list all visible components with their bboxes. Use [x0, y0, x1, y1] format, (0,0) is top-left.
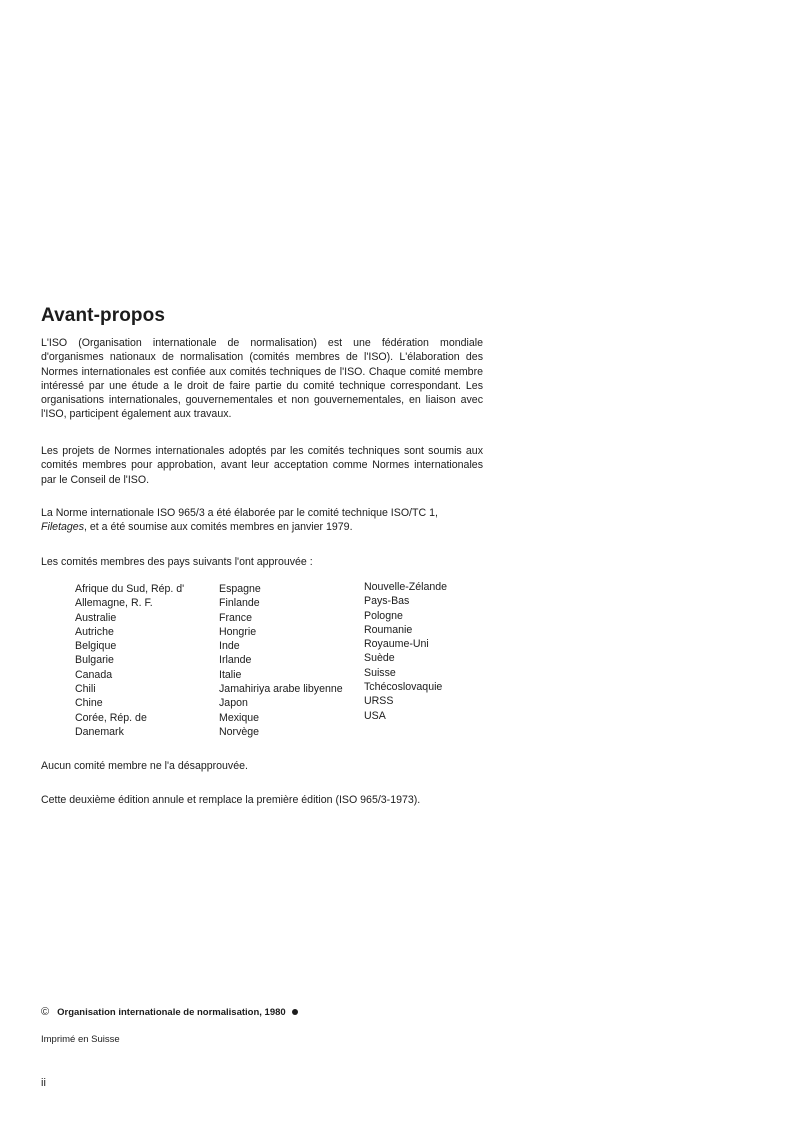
- paragraph-draft-standards: Les projets de Normes internationales adoptés par les comités techniques sont soumis aux comités membres pour approbation, avant leur acceptation comme Normes internationales par le Conseil de l'ISO.: [41, 445, 483, 486]
- country-item: Australie: [75, 611, 117, 624]
- country-item: Mexique: [219, 711, 260, 724]
- country-item: Hongrie: [219, 625, 257, 638]
- country-item: France: [219, 611, 252, 624]
- country-item: Canada: [75, 668, 113, 681]
- countries-column-1: [75, 582, 184, 739]
- country-item: Inde: [219, 640, 240, 653]
- countries-column-2: [219, 582, 343, 739]
- paragraph-standard-origin-text-a: La Norme internationale ISO 965/3 a été élaborée par le comité technique ISO/TC 1,: [41, 507, 438, 519]
- country-item: Belgique: [75, 640, 117, 653]
- printed-in: Imprimé en Suisse: [41, 1034, 120, 1045]
- paragraph-standard-origin-text-b: , et a été soumise aux comités membres en janvier 1979.: [84, 521, 353, 534]
- country-item: Tchécoslovaquie: [364, 681, 443, 694]
- paragraph-standard-origin: [41, 506, 483, 535]
- copyright-line: [41, 1006, 298, 1018]
- country-item: Allemagne, R. F.: [75, 597, 153, 610]
- country-item: URSS: [364, 695, 394, 708]
- paragraph-no-disapproval: Aucun comité membre ne l'a désapprouvée.: [41, 760, 248, 772]
- country-item: Danemark: [75, 725, 124, 738]
- country-item: Roumanie: [364, 623, 413, 636]
- country-item: Nouvelle-Zélande: [364, 581, 448, 593]
- country-item: Autriche: [75, 625, 114, 638]
- country-item: Pologne: [364, 609, 403, 622]
- copyright-symbol: ©: [41, 1006, 50, 1018]
- country-item: Irlande: [219, 654, 252, 667]
- country-item: Afrique du Sud, Rép. d': [75, 583, 185, 595]
- country-item: Norvège: [219, 725, 260, 738]
- country-item: Finlande: [219, 597, 260, 610]
- bullet-dot-icon: [292, 1009, 298, 1015]
- country-item: Italie: [219, 668, 242, 681]
- page-number: ii: [41, 1077, 46, 1089]
- country-item: Espagne: [219, 583, 261, 595]
- country-item: USA: [364, 709, 386, 722]
- country-item: Japon: [219, 697, 248, 710]
- country-item: Jamahiriya arabe libyenne: [219, 683, 343, 696]
- page-title: Avant-propos: [41, 305, 165, 326]
- copyright-organisation: Organisation internationale de normalisation, 1980: [57, 1007, 286, 1018]
- country-item: Royaume-Uni: [364, 638, 429, 651]
- country-item: Chili: [75, 683, 96, 696]
- committee-title: Filetages: [41, 521, 84, 534]
- country-item: Pays-Bas: [364, 595, 410, 608]
- paragraph-iso-intro: L'ISO (Organisation internationale de normalisation) est une fédération mondiale d'organismes nationaux de normalisation (comités membres de l'ISO). L'élaboration des Normes internationales est confiée aux comités techniques de l'ISO. Chaque comité membre intéressé par une étude a le droit de faire partie du comité technique correspondant. Les organisations internationales, gouvernementales et non gouvernementales, en liaison avec l'ISO, participent également aux travaux.: [41, 337, 483, 421]
- country-item: Chine: [75, 697, 103, 710]
- country-item: Corée, Rép. de: [75, 711, 147, 724]
- paragraph-edition-note: Cette deuxième édition annule et remplace la première édition (ISO 965/3-1973).: [41, 794, 421, 806]
- country-item: Suisse: [364, 666, 396, 679]
- country-item: Bulgarie: [75, 654, 114, 667]
- country-item: Suède: [364, 652, 395, 665]
- paragraph-approval-intro: Les comités membres des pays suivants l'ont approuvée :: [41, 556, 313, 568]
- countries-column-3: [364, 580, 447, 723]
